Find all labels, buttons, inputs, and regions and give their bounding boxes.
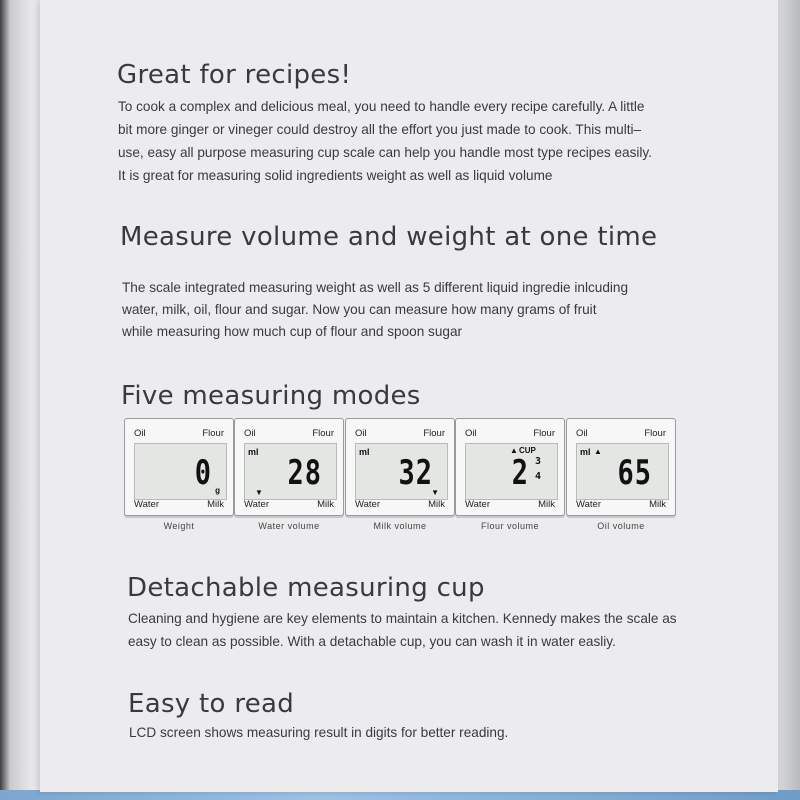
lcd-device <box>124 418 234 516</box>
label-water: Water <box>244 499 269 510</box>
heading-measure-volume-weight: Measure volume and weight at one time <box>120 222 658 252</box>
lcd-flour-volume <box>455 418 565 518</box>
indicator-oil-icon: ▲ <box>594 447 602 456</box>
label-oil: Oil <box>355 428 367 439</box>
caption-oil-volume: Oil volume <box>597 521 645 531</box>
label-water: Water <box>465 499 490 510</box>
lcd-milk-volume <box>345 418 455 518</box>
lcd-device <box>345 418 455 516</box>
lcd-unit: ml <box>248 447 259 457</box>
lcd-screen <box>465 443 558 500</box>
heading-detachable-cup: Detachable measuring cup <box>127 573 485 603</box>
caption-flour-volume: Flour volume <box>480 521 540 531</box>
lcd-oil-volume <box>566 418 676 518</box>
lcd-screen <box>134 443 227 500</box>
label-water: Water <box>576 499 601 510</box>
label-milk: Milk <box>428 499 445 510</box>
measure-line: while measuring how much cup of flour and spoon sugar <box>122 324 463 339</box>
label-oil: Oil <box>134 428 146 439</box>
read-paragraph <box>129 721 729 744</box>
lcd-value: 2 <box>511 454 529 493</box>
lcd-water-volume <box>234 418 344 518</box>
measure-line: water, milk, oil, flour and sugar. Now you can measure how many grams of fruit <box>122 302 597 317</box>
heading-five-measuring-modes: Five measuring modes <box>121 381 421 411</box>
caption-milk-volume: Milk volume <box>373 521 427 531</box>
label-flour: Flour <box>533 428 555 439</box>
label-milk: Milk <box>649 499 666 510</box>
heading-great-for-recipes: Great for recipes! <box>117 60 352 90</box>
caption-weight: Weight <box>163 521 195 531</box>
recipes-line: To cook a complex and delicious meal, you need to handle every recipe carefully. A little <box>118 99 645 114</box>
label-milk: Milk <box>538 499 555 510</box>
label-flour: Flour <box>423 428 445 439</box>
lcd-screen <box>576 443 669 500</box>
lcd-value: 32 <box>398 454 433 493</box>
lcd-unit: ml <box>580 447 591 457</box>
heading-easy-to-read: Easy to read <box>128 689 295 719</box>
lcd-unit: CUP <box>519 446 536 455</box>
lcd-screen <box>244 443 337 500</box>
lcd-value: 28 <box>287 454 322 493</box>
measure-line: The scale integrated measuring weight as well as 5 different liquid ingredie inlcuding <box>122 280 629 295</box>
label-oil: Oil <box>576 428 588 439</box>
lcd-device <box>455 418 565 516</box>
recipes-line: use, easy all purpose measuring cup scale can help you handle most type recipes easily. <box>118 145 652 160</box>
recipes-line: bit more ginger or vineger could destroy all the effort you just made to cook. This multi– <box>118 122 642 137</box>
measure-paragraph <box>122 277 722 343</box>
detachable-paragraph <box>128 607 728 653</box>
indicator-milk-icon: ▼ <box>431 488 439 497</box>
lcd-screen <box>355 443 448 500</box>
lcd-weight <box>124 418 234 518</box>
detachable-line: Cleaning and hygiene are key elements to maintain a kitchen. Kennedy makes the scale as <box>128 611 677 626</box>
indicator-flour-icon: ▲ <box>510 446 518 455</box>
label-flour: Flour <box>202 428 224 439</box>
label-flour: Flour <box>644 428 666 439</box>
lcd-value: 0 <box>194 454 212 493</box>
lcd-unit: g <box>215 486 220 495</box>
lcd-fraction-numerator: 3 <box>534 456 541 467</box>
label-oil: Oil <box>465 428 477 439</box>
lcd-fraction-denominator: 4 <box>534 471 541 482</box>
label-milk: Milk <box>317 499 334 510</box>
lcd-unit: ml <box>359 447 370 457</box>
label-water: Water <box>355 499 380 510</box>
lcd-device <box>234 418 344 516</box>
label-milk: Milk <box>207 499 224 510</box>
read-line: LCD screen shows measuring result in digits for better reading. <box>129 725 509 740</box>
lcd-value: 65 <box>617 454 652 493</box>
indicator-water-icon: ▼ <box>255 488 263 497</box>
recipes-paragraph <box>118 95 718 187</box>
caption-water-volume: Water volume <box>258 521 320 531</box>
recipes-line: It is great for measuring solid ingredients weight as well as liquid volume <box>118 168 553 183</box>
lcd-device <box>566 418 676 516</box>
detachable-line: easy to clean as possible. With a detachable cup, you can wash it in water easliy. <box>128 634 616 649</box>
label-oil: Oil <box>244 428 256 439</box>
label-water: Water <box>134 499 159 510</box>
label-flour: Flour <box>312 428 334 439</box>
